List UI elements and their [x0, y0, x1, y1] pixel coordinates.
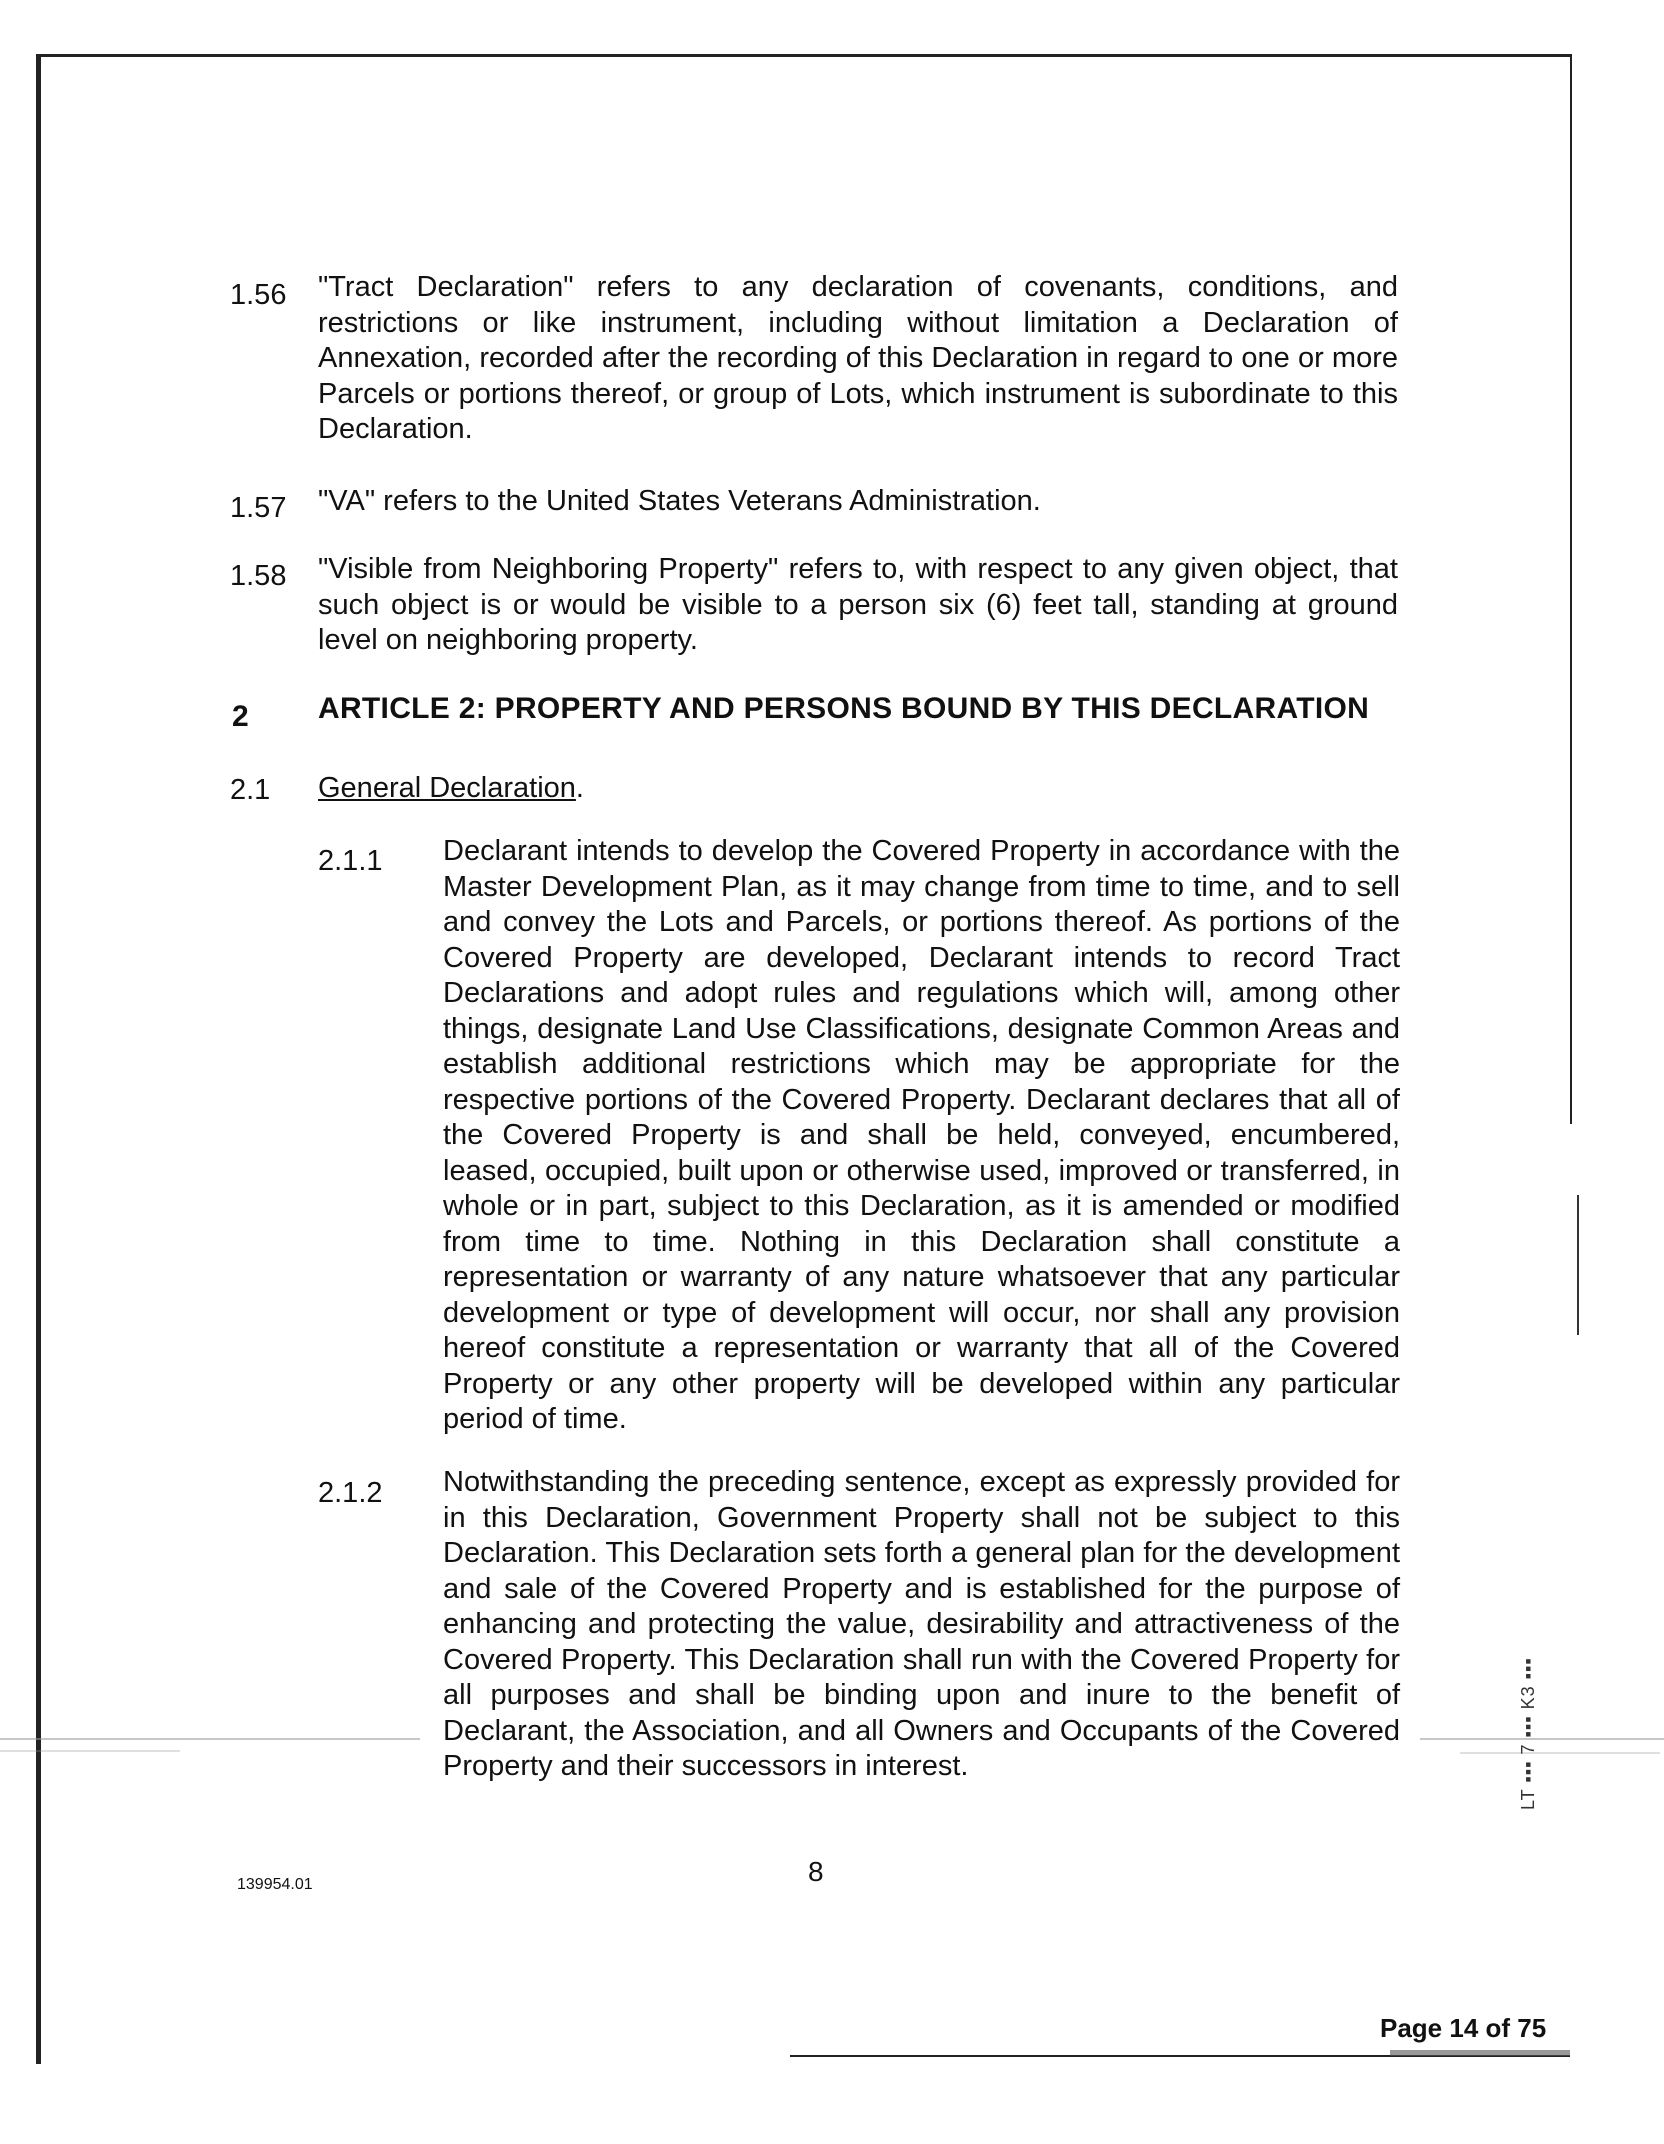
- recording-stamp: LT ▪▪▪ 7 ▪▪▪ K3 ▪▪▪: [1518, 1657, 1538, 1810]
- item-number: 1.57: [230, 492, 287, 524]
- definition-text: "VA" refers to the United States Veterans Administration.: [318, 485, 1041, 517]
- definition-text: "Tract Declaration" refers to any declaration of covenants, conditions, and restrictions or like instrument, including without limitation a Declaration of Annexation, recorded after the recording of this Declaration in regard to one or more Parcels or portions thereof, or group of Lots, which instrument is subordinate to this Declaration.: [318, 271, 1398, 445]
- page-frame-left: [36, 54, 41, 2064]
- subsection-number: 2.1.2: [318, 1477, 383, 1509]
- article-number: 2: [232, 700, 249, 733]
- document-id: 139954.01: [237, 1876, 313, 1893]
- scan-artifact-line: [1420, 1738, 1664, 1740]
- subsection-number: 2.1.1: [318, 845, 383, 877]
- subsection-text: Notwithstanding the preceding sentence, except as expressly provided for in this Declaration, Government Property shall not be subject to this Declaration. This Declaration sets forth a general plan for the development and sale of the Covered Property and is established for the purpose of enhancing and protecting the value, desirability and attractiveness of the Covered Property. This Declaration shall run with the Covered Property for all purposes and shall be binding upon and inure to the benefit of Declarant, the Association, and all Owners and Occupants of the Covered Property and their successors in interest.: [443, 1466, 1400, 1782]
- scan-artifact-line: [0, 1750, 180, 1752]
- definition-text: "Visible from Neighboring Property" refers to, with respect to any given object, that such object is or would be visible to a person six (6) feet tall, standing at ground level on neighboring property.: [318, 553, 1398, 656]
- item-number: 1.58: [230, 560, 287, 592]
- page-count: Page 14 of 75: [1380, 2013, 1547, 2043]
- item-number: 1.56: [230, 279, 287, 311]
- page-number: 8: [808, 1856, 824, 1887]
- subsection-text: Declarant intends to develop the Covered Property in accordance with the Master Development Plan, as it may change from time to time, and to sell and convey the Lots and Parcels, or portions thereof. As portions of the Covered Property are developed, Declarant intends to record Tract Declarations and adopt rules and regulations which will, among other things, designate Land Use Classifications, designate Common Areas and establish additional restrictions which may be appropriate for the respective portions of the Covered Property. Declarant declares that all of the Covered Property is and shall be held, conveyed, encumbered, leased, occupied, built upon or otherwise used, improved or transferred, in whole or in part, subject to this Declaration, as it is amended or modified from time to time. Nothing in this Declaration shall constitute a representation or warranty of any nature whatsoever that any particular development or type of development will occur, nor shall any provision hereof constitute a representation or warranty that all of the Covered Property or any other property will be developed within any particular period of time.: [443, 835, 1400, 1435]
- section-number: 2.1: [230, 774, 271, 806]
- article-title: ARTICLE 2: PROPERTY AND PERSONS BOUND BY THIS DECLARATION: [318, 692, 1370, 725]
- footer-scan-mark: [1390, 2050, 1570, 2056]
- scan-artifact-line: [1460, 1752, 1660, 1754]
- page-frame-top: [36, 54, 1572, 57]
- scan-artifact-line: [0, 1738, 420, 1740]
- section-heading: [318, 770, 584, 806]
- page-frame-right: [1570, 54, 1572, 1124]
- page-frame-right-lower: [1577, 1195, 1579, 1335]
- section-title-period: .: [575, 772, 584, 804]
- section-title: General Declaration: [318, 772, 576, 804]
